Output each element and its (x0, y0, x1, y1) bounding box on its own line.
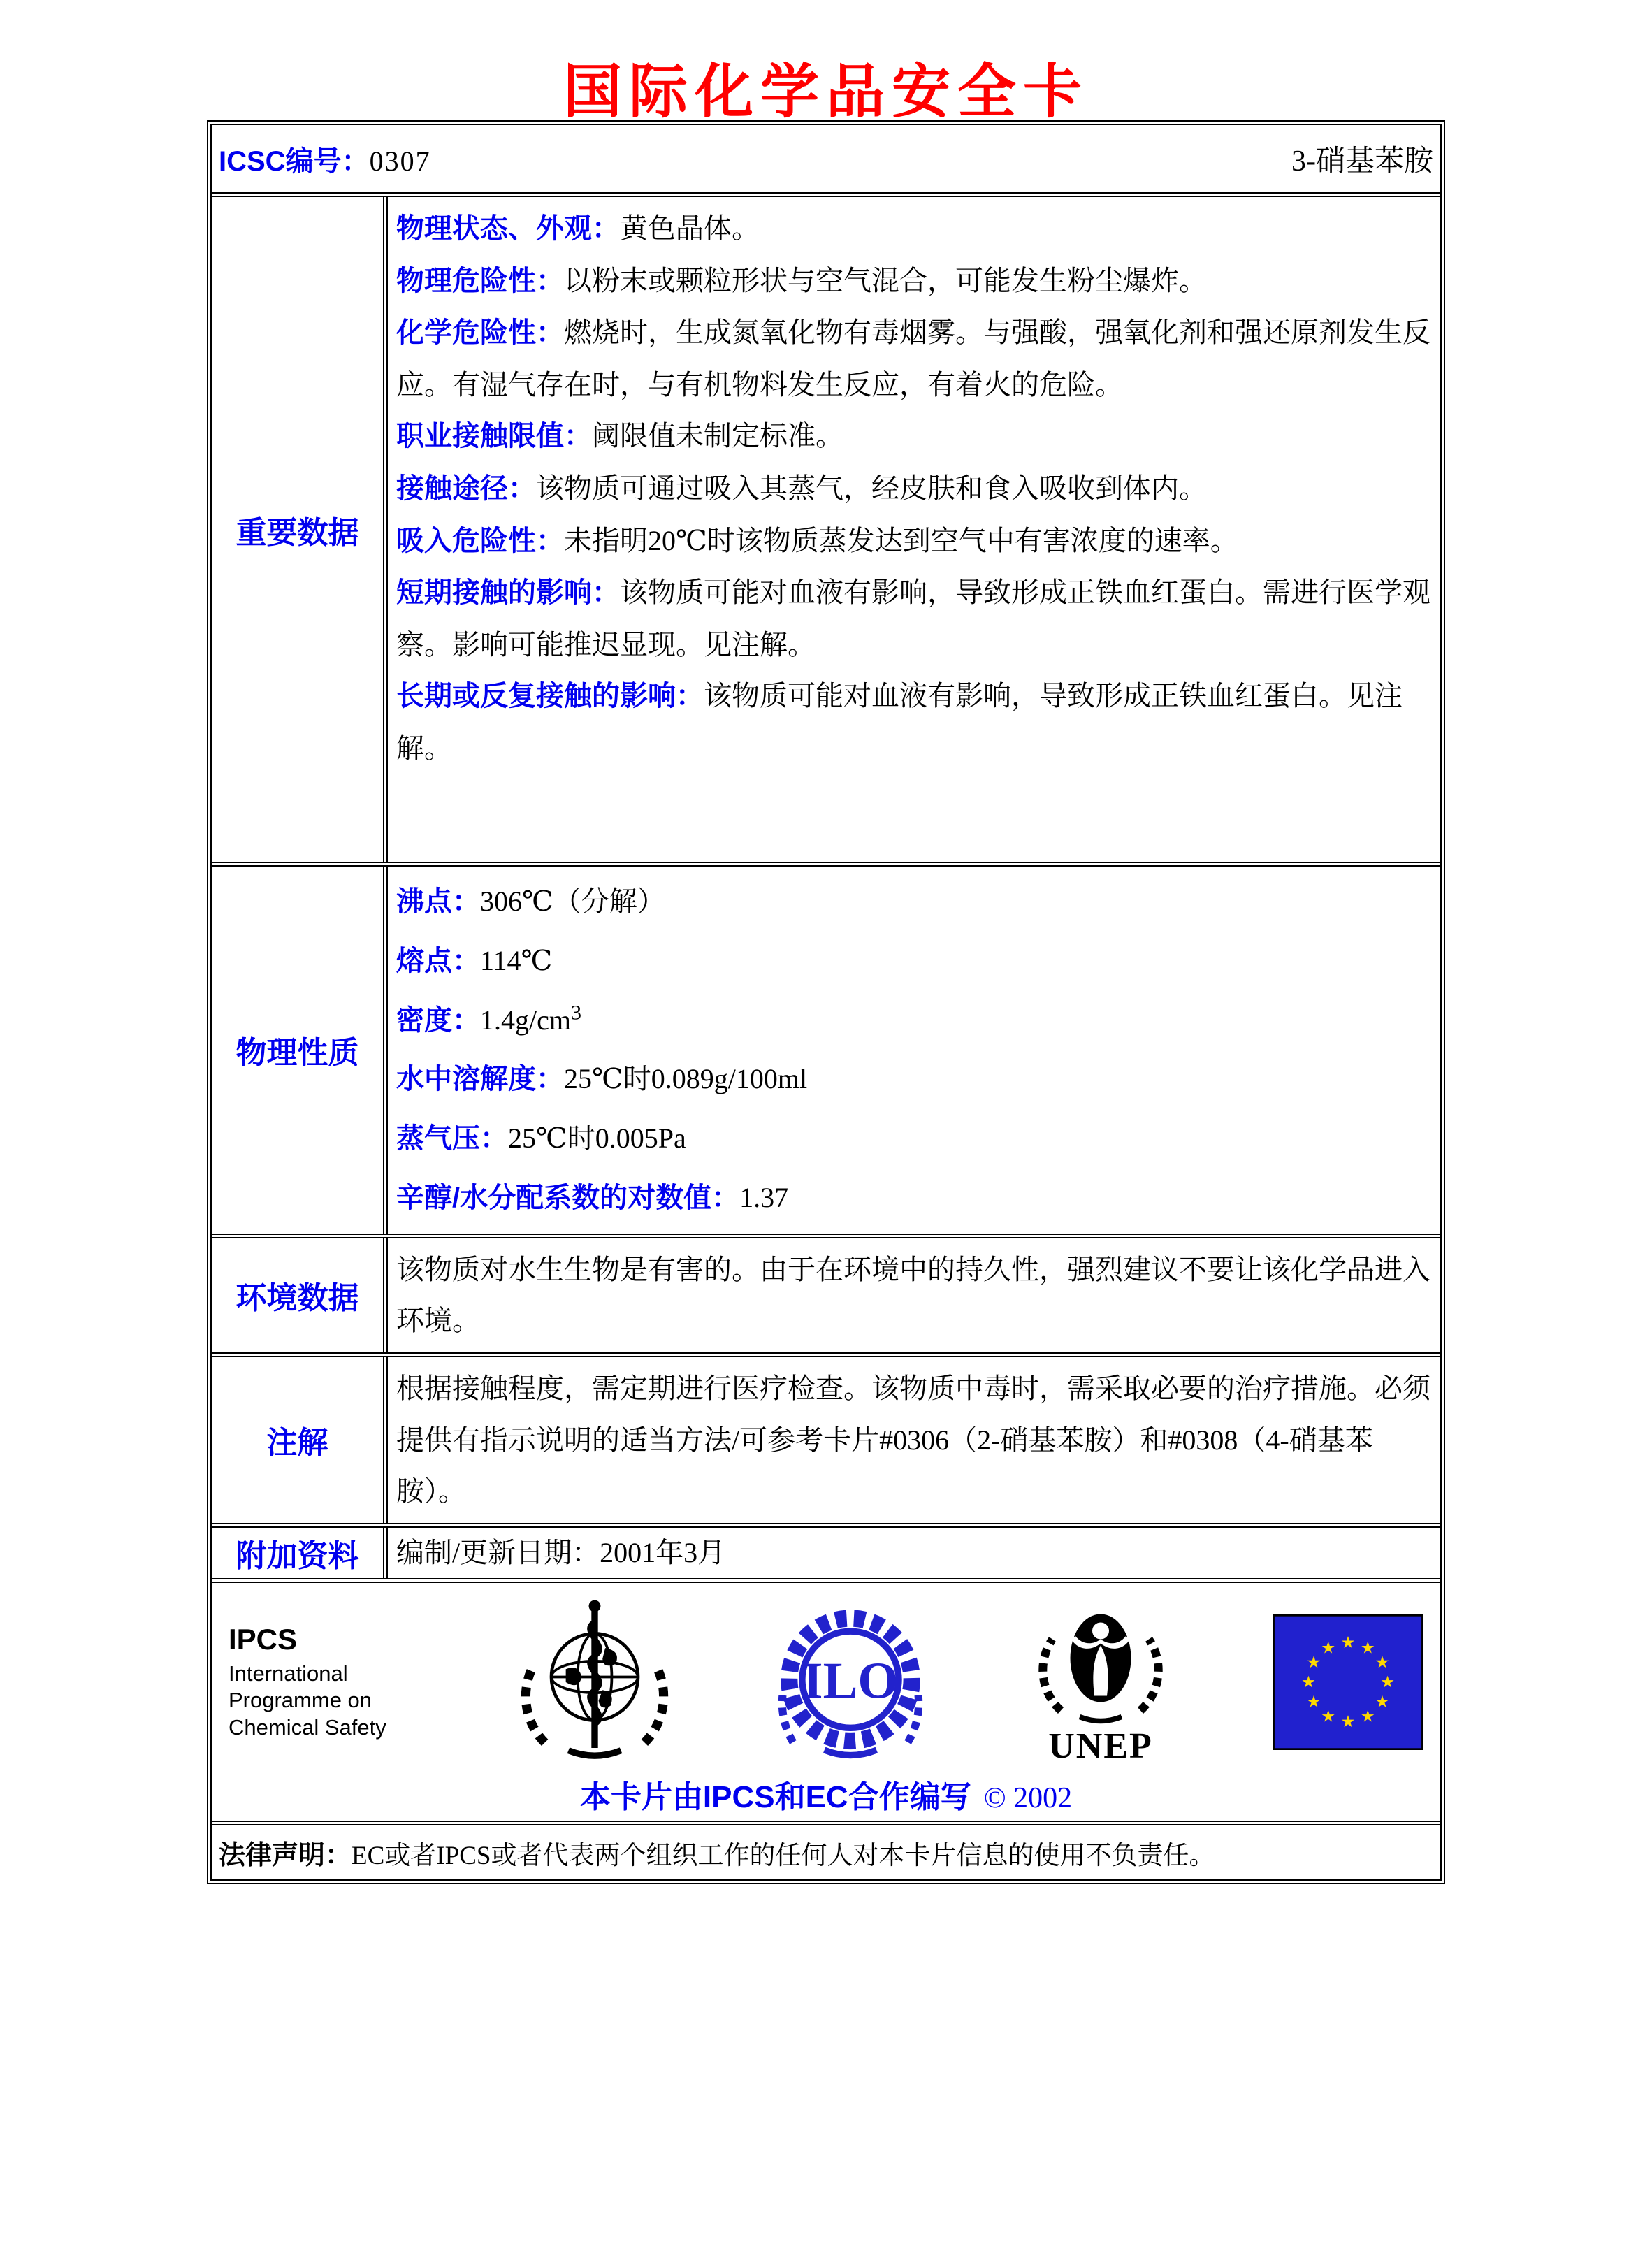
field-label: 化学危险性： (396, 317, 564, 349)
field-value: 未指明20℃时该物质蒸发达到空气中有害浓度的速率。 (564, 524, 1238, 556)
important-data-item (396, 567, 1432, 670)
physical-property-item (396, 1109, 1432, 1169)
field-value: 该物质可能对血液有影响，导致形成正铁血红蛋白。需进行医学观察。影响可能推迟显现。见注解。 (396, 577, 1430, 660)
additional-info-section-label: 附加资料 (212, 1528, 388, 1578)
field-label: 密度： (396, 1004, 480, 1036)
ilo-logo-icon (772, 1604, 929, 1760)
field-value: 该物质可能对血液有影响，导致形成正铁血红蛋白。见注解。 (396, 680, 1403, 764)
superscript: 3 (570, 1001, 581, 1025)
physical-property-item (396, 1050, 1432, 1109)
important-data-item (396, 463, 1432, 515)
important-data-item (396, 410, 1432, 463)
logos-row (212, 1578, 1440, 1821)
ilo-letters: ILO (802, 1651, 899, 1710)
notes-text: 根据接触程度，需定期进行医疗检查。该物质中毒时，需采取必要的治疗措施。必须提供有指示说明的适当方法/可参考卡片#0306（2-硝基苯胺）和#0308（4-硝基苯胺）。 (396, 1372, 1430, 1507)
header-row (212, 125, 1440, 192)
legal-label: 法律声明： (219, 1840, 352, 1870)
environmental-data-text: 该物质对水生生物是有害的。由于在环境中的持久性，强烈建议不要让该化学品进入环境。 (396, 1253, 1430, 1337)
field-value: 114℃ (480, 944, 553, 976)
field-label: 沸点： (396, 886, 480, 917)
field-value: 燃烧时，生成氮氧化物有毒烟雾。与强酸，强氧化剂和强还原剂发生反应。有湿气存在时，与有机物料发生反应，有着火的危险。 (396, 317, 1430, 400)
environmental-data-section-label: 环境数据 (212, 1238, 388, 1352)
physical-properties-row (212, 862, 1440, 1234)
ipcs-subtitle-line: Programme on (229, 1688, 372, 1713)
additional-info-text: 编制/更新日期：2001年3月 (396, 1536, 726, 1568)
unep-wordmark: UNEP (1048, 1726, 1153, 1767)
eu-flag-icon (1273, 1614, 1423, 1750)
field-value: 阈限值未制定标准。 (592, 420, 843, 452)
field-label: 长期或反复接触的影响： (396, 681, 704, 712)
important-data-item (396, 670, 1432, 774)
field-value: 1.4g/cm (480, 1004, 571, 1036)
physical-property-item (396, 1169, 1432, 1228)
field-label: 水中溶解度： (396, 1064, 564, 1095)
physical-properties-section-label: 物理性质 (212, 867, 388, 1234)
ipcs-subtitle-line: International (229, 1661, 348, 1686)
credit-text: 本卡片由IPCS和EC合作编写 (579, 1779, 971, 1814)
additional-info-content (388, 1528, 1440, 1578)
field-value: 306℃（分解） (480, 885, 665, 917)
physical-property-item (396, 872, 1432, 932)
chemical-name: 3-硝基苯胺 (1291, 145, 1433, 178)
notes-section-label: 注解 (212, 1357, 388, 1523)
field-label: 熔点： (396, 945, 480, 976)
physical-property-item (396, 991, 1432, 1050)
notes-row (212, 1352, 1440, 1523)
important-data-item (396, 307, 1432, 410)
field-value: 该物质可通过吸入其蒸气，经皮肤和食入吸收到体内。 (536, 472, 1207, 504)
notes-content (388, 1357, 1440, 1523)
ipcs-text-block (229, 1623, 417, 1742)
ipcs-acronym: IPCS (229, 1622, 298, 1656)
important-data-section-label: 重要数据 (212, 197, 388, 862)
legal-text: EC或者IPCS或者代表两个组织工作的任何人对本卡片信息的使用不负责任。 (352, 1841, 1215, 1870)
ipcs-subtitle-line: Chemical Safety (229, 1715, 386, 1740)
field-value: 25℃时0.005Pa (508, 1122, 686, 1155)
physical-properties-content (388, 867, 1440, 1234)
icsc-number (219, 139, 431, 179)
logos-strip (229, 1596, 1423, 1769)
field-value: 黄色晶体。 (620, 212, 760, 244)
credit-line (229, 1772, 1423, 1816)
who-logo-icon (516, 1596, 674, 1769)
important-data-item (396, 515, 1432, 567)
environmental-data-row (212, 1234, 1440, 1352)
field-value: 25℃时0.089g/100ml (564, 1063, 808, 1095)
field-value: 以粉末或颗粒形状与空气混合，可能发生粉尘爆炸。 (564, 264, 1207, 296)
legal-row (212, 1821, 1440, 1879)
field-value: 1.37 (739, 1181, 789, 1213)
important-data-row (212, 192, 1440, 862)
unep-logo-icon (1027, 1597, 1174, 1767)
physical-property-item (396, 932, 1432, 991)
field-label: 职业接触限值： (396, 421, 592, 452)
copyright-text: © 2002 (983, 1781, 1073, 1814)
field-label: 蒸气压： (396, 1123, 508, 1155)
icsc-number-label: ICSC编号： (219, 145, 370, 177)
environmental-data-content (388, 1238, 1440, 1352)
important-data-content (388, 197, 1440, 862)
field-label: 物理危险性： (396, 265, 564, 296)
field-label: 接触途径： (396, 472, 536, 504)
field-label: 辛醇/水分配系数的对数值： (396, 1182, 740, 1213)
legal-statement (219, 1833, 1215, 1872)
page-title: 国际化学品安全卡 (563, 59, 1089, 124)
important-data-item (396, 255, 1432, 308)
icsc-table (207, 120, 1445, 1884)
field-label: 吸入危险性： (396, 525, 564, 556)
important-data-item (396, 203, 1432, 255)
field-label: 短期接触的影响： (396, 577, 620, 609)
field-label: 物理状态、外观： (396, 213, 620, 244)
additional-info-row (212, 1523, 1440, 1578)
icsc-number-value: 0307 (369, 145, 431, 177)
